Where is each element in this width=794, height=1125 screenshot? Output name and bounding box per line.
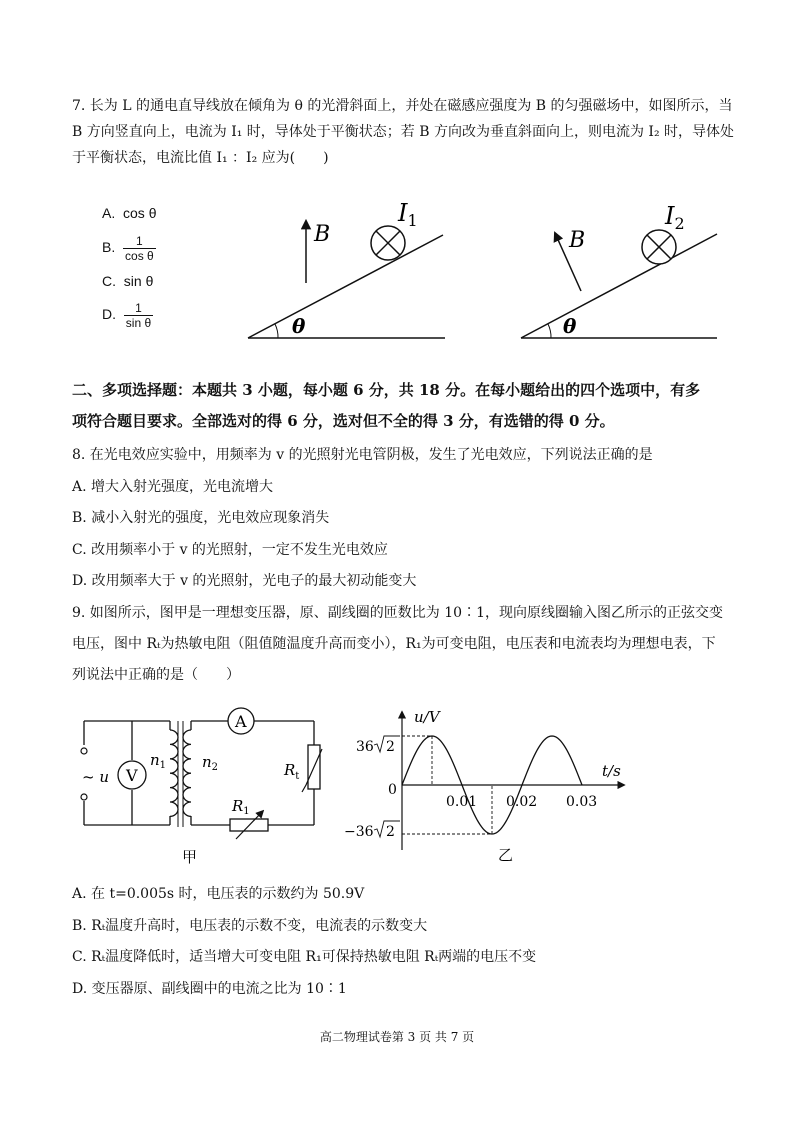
current-label: $I_2$ <box>665 202 685 233</box>
svg-text:2: 2 <box>386 739 395 755</box>
q9-option-d: D. 变压器原、副线圈中的电流之比为 10∶1 <box>72 981 347 997</box>
q7-option-d <box>102 299 153 330</box>
x-tick-label: 0.01 <box>446 794 478 810</box>
ac-source-terminal-bottom <box>81 794 87 800</box>
q9-voltage-graph <box>340 700 640 870</box>
circuit-caption: 甲 <box>182 848 198 866</box>
q9-option-b: B. Rₜ温度升高时，电压表的示数不变，电流表的示数变大 <box>72 918 428 934</box>
q8-option-d: D. 改用频率大于 v 的光照射，光电子的最大初动能变大 <box>72 573 417 589</box>
q7-line1: 7. 长为 L 的通电直导线放在倾角为 θ 的光滑斜面上，并处在磁感应强度为 B 的匀强磁场中，如图所示，当 <box>72 98 733 114</box>
q9-line1: 9. 如图所示，图甲是一理想变压器，原、副线圈的匝数比为 10∶1，现向原线圈输入图乙所示的正弦交变 <box>72 605 723 621</box>
svg-text:36: 36 <box>356 739 374 755</box>
q8-option-c: C. 改用频率小于 v 的光照射，一定不发生光电效应 <box>72 542 388 558</box>
origin-label: 0 <box>388 782 397 798</box>
x-tick-label: 0.02 <box>506 794 538 810</box>
q7-line2: B 方向竖直向上，电流为 I₁ 时，导体处于平衡状态；若 B 方向改为垂直斜面向上，则电流为 I₂ 时，导体处 <box>72 124 735 140</box>
option-d-numerator: 1 <box>124 301 153 316</box>
y-axis-label: u/V <box>414 708 440 726</box>
svg-text:2: 2 <box>386 824 395 840</box>
q7-option-b <box>102 232 156 263</box>
graph-caption: 乙 <box>498 846 514 864</box>
angle-label: θ <box>292 314 306 338</box>
ammeter-icon <box>228 708 254 734</box>
option-d-denominator: sin θ <box>125 315 152 330</box>
q7-figure-right <box>515 195 725 345</box>
svg-text:V: V <box>126 766 138 785</box>
q8-option-a: A. 增大入射光强度，光电流增大 <box>72 479 274 495</box>
field-label: B <box>314 222 331 247</box>
q7-line3: 于平衡状态，电流比值 I₁ ：I₂ 应为( ) <box>72 150 329 166</box>
n1-label: $n_1$ <box>150 751 167 771</box>
section2-line2: 项符合题目要求。全部选对的得 6 分，选对但不全的得 3 分，有选错的得 0 分。 <box>72 412 615 430</box>
q8-stem: 8. 在光电效应实验中，用频率为 v 的光照射光电管阴极，发生了光电效应，下列说法正确的是 <box>72 447 653 463</box>
thermistor-icon <box>302 745 322 792</box>
voltmeter-icon <box>118 761 146 789</box>
r1-label: $R_1$ <box>232 797 250 817</box>
incline-line <box>521 234 717 338</box>
option-a-label: A. <box>102 205 116 221</box>
source-label: ~ u <box>82 768 109 786</box>
field-label: B <box>569 228 586 253</box>
angle-arc <box>548 324 551 338</box>
section2-line1: 二、多项选择题：本题共 3 小题，每小题 6 分，共 18 分。在每小题给出的四个选项中，有多 <box>72 381 701 399</box>
x-axis-label: t/s <box>602 762 621 780</box>
n2-label: $n_2$ <box>202 753 219 773</box>
option-b-numerator: 1 <box>123 234 156 249</box>
ymin-label <box>344 821 400 840</box>
page-footer: 高二物理试卷第 3 页 共 7 页 <box>319 1030 475 1044</box>
option-d-label: D. <box>102 306 116 322</box>
wire-cross-icon <box>371 226 405 260</box>
wire-cross-icon <box>642 230 676 264</box>
option-b-denominator: cos θ <box>125 248 154 263</box>
q9-option-a: A. 在 t=0.005s 时，电压表的示数约为 50.9V <box>72 886 365 902</box>
option-a-text: cos θ <box>123 205 157 221</box>
angle-label: θ <box>563 314 577 338</box>
option-b-label: B. <box>102 239 116 255</box>
q7-option-c <box>102 271 153 291</box>
option-b-fraction <box>123 234 156 263</box>
angle-arc <box>275 324 278 338</box>
x-tick-label: 0.03 <box>566 794 598 810</box>
q9-circuit-diagram <box>70 705 330 870</box>
ymax-label <box>356 736 400 755</box>
q9-line2: 电压，图中 Rₜ为热敏电阻（阻值随温度升高而变小），R₁为可变电阻，电压表和电流表均为理想电表，下 <box>72 636 716 652</box>
ac-source-terminal-top <box>81 748 87 754</box>
q8-option-b: B. 减小入射光的强度，光电效应现象消失 <box>72 510 330 526</box>
q7-option-a <box>102 203 156 223</box>
incline-line <box>248 235 443 338</box>
rt-label: $R_t$ <box>284 761 300 782</box>
option-d-fraction <box>124 301 153 330</box>
current-label: $I_1$ <box>398 199 418 230</box>
svg-text:A: A <box>235 712 247 731</box>
svg-text:−36: −36 <box>344 824 374 840</box>
q9-line3: 列说法中正确的是（ ） <box>72 667 240 683</box>
q9-option-c: C. Rₜ温度降低时，适当增大可变电阻 R₁可保持热敏电阻 Rₜ两端的电压不变 <box>72 949 537 965</box>
option-c-label: C. <box>102 273 116 289</box>
q7-figure-left <box>240 195 450 345</box>
option-c-text: sin θ <box>123 273 154 289</box>
